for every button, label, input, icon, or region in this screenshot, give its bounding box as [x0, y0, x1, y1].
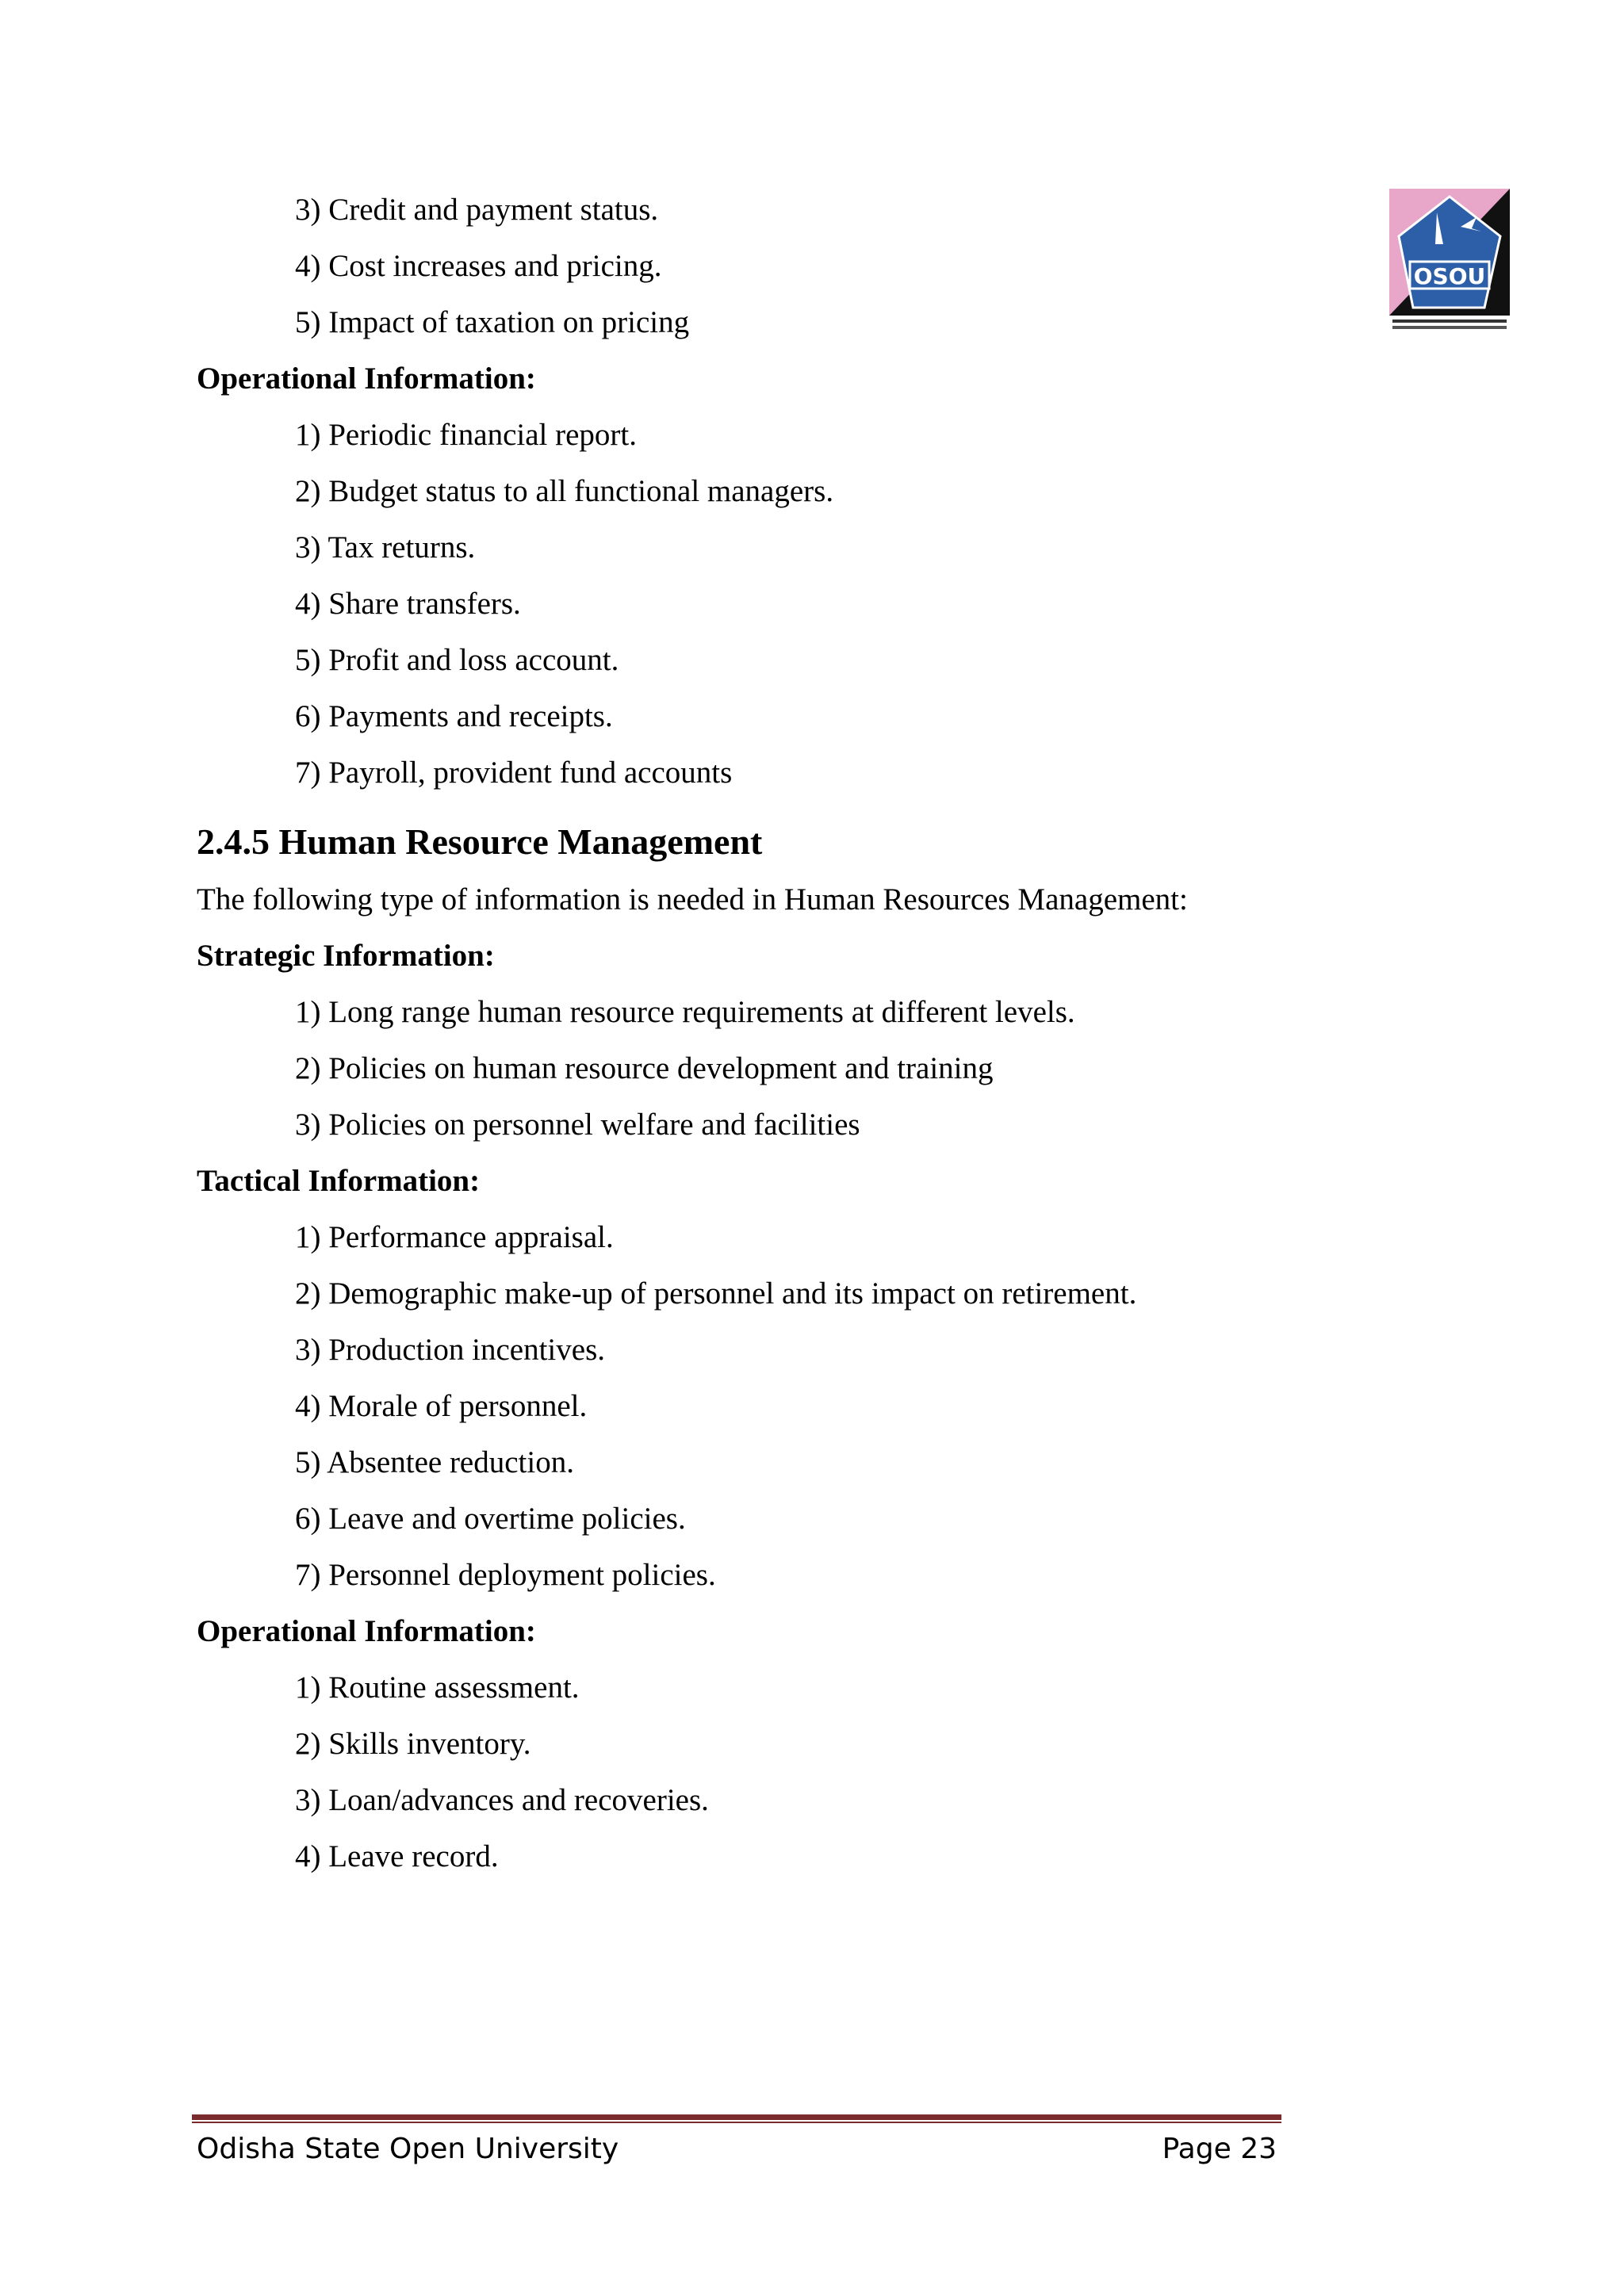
list-item: 5) Absentee reduction.	[295, 1445, 574, 1479]
footer-rule-thick	[192, 2114, 1281, 2120]
list-item: 6) Payments and receipts.	[295, 699, 613, 733]
footer-rule-thin	[192, 2122, 1281, 2123]
footer-rule	[192, 2114, 1281, 2124]
osou-logo	[1389, 189, 1510, 336]
list-item: 1) Periodic financial report.	[295, 418, 637, 452]
list-item: 4) Leave record.	[295, 1839, 499, 1873]
list-item: 4) Morale of personnel.	[295, 1389, 588, 1423]
list-item: 1) Performance appraisal.	[295, 1220, 614, 1254]
list-item: 5) Impact of taxation on pricing	[295, 305, 690, 339]
list-item: 4) Cost increases and pricing.	[295, 249, 662, 283]
list-item: 2) Policies on human resource development and training	[295, 1051, 994, 1085]
list-item: 3) Tax returns.	[295, 530, 476, 564]
section-label-operational: Operational Information:	[197, 1614, 536, 1648]
list-item: 7) Personnel deployment policies.	[295, 1558, 716, 1592]
list-item: 7) Payroll, provident fund accounts	[295, 756, 733, 790]
section-label-strategic: Strategic Information:	[197, 939, 495, 973]
footer-university: Odisha State Open University	[197, 2133, 619, 2165]
footer-page-number: Page 23	[1162, 2133, 1277, 2165]
list-item: 1) Long range human resource requirements at different levels.	[295, 995, 1075, 1029]
list-item: 3) Credit and payment status.	[295, 193, 659, 227]
svg-text:OSOU: OSOU	[1413, 263, 1486, 289]
list-item: 5) Profit and loss account.	[295, 643, 619, 677]
list-item: 4) Share transfers.	[295, 587, 521, 621]
list-item: 2) Budget status to all functional managers.	[295, 474, 834, 508]
list-item: 3) Policies on personnel welfare and facilities	[295, 1108, 860, 1142]
intro-paragraph: The following type of information is needed in Human Resources Management:	[197, 882, 1188, 916]
list-item: 6) Leave and overtime policies.	[295, 1502, 686, 1536]
section-label-tactical: Tactical Information:	[197, 1164, 481, 1198]
list-item: 3) Loan/advances and recoveries.	[295, 1783, 709, 1817]
list-item: 3) Production incentives.	[295, 1333, 606, 1367]
section-label-operational: Operational Information:	[197, 362, 536, 396]
list-item: 2) Skills inventory.	[295, 1727, 531, 1761]
list-item: 2) Demographic make-up of personnel and its impact on retirement.	[295, 1276, 1137, 1311]
list-item: 1) Routine assessment.	[295, 1670, 580, 1705]
section-heading: 2.4.5 Human Resource Management	[197, 821, 763, 862]
